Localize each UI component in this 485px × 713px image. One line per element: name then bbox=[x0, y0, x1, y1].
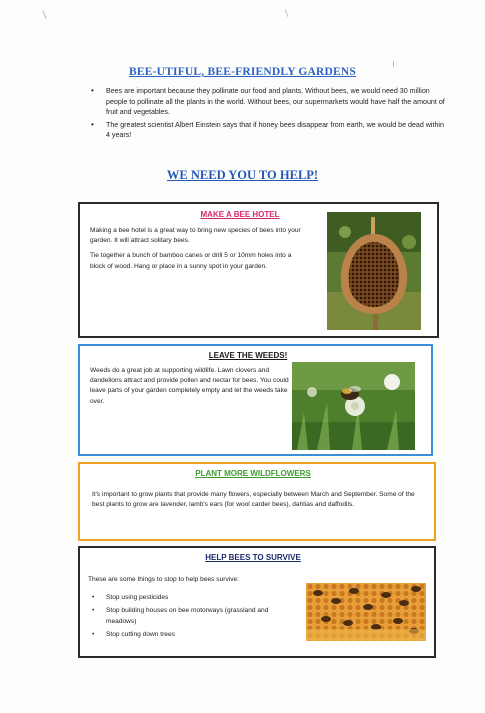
weeds-text bbox=[90, 366, 300, 412]
intro-bullet-list bbox=[88, 86, 446, 143]
page-title: BEE-UTIFUL, BEE-FRIENDLY GARDENS bbox=[129, 66, 356, 78]
bullet-text: Bees are important because they pollinate our food and plants. Without bees, we would need 30 million people to pollinate all the plants in the world. Without bees, our supermarkets would have half the amount of fruit and vegetables. bbox=[106, 87, 445, 117]
list-item: • Stop using pesticides bbox=[88, 593, 296, 603]
honeycomb-photo bbox=[306, 583, 426, 641]
weeds-title: LEAVE THE WEEDS! bbox=[208, 351, 288, 360]
wildflowers-text bbox=[92, 490, 426, 515]
bee-hotel-text bbox=[90, 226, 306, 277]
paragraph: It's important to grow plants that provide many flowers, especially between March and September. Some of the best plants to grow are lavender, lamb's ears (for wool carder bees), dahlias and daffodils. bbox=[92, 491, 415, 509]
bee-hotel-photo bbox=[327, 212, 421, 330]
scan-mark bbox=[42, 10, 46, 19]
list-item: • Stop building houses on bee motorways (grassland and meadows) bbox=[92, 607, 269, 625]
list-item: • Stop cutting down trees bbox=[88, 630, 296, 640]
survive-list bbox=[88, 593, 296, 640]
weeds-photo bbox=[292, 362, 415, 450]
wildflowers-title: PLANT MORE WILDFLOWERS bbox=[195, 469, 311, 478]
survive-title: HELP BEES TO SURVIVE bbox=[205, 553, 301, 562]
scan-mark bbox=[285, 9, 289, 17]
help-heading: WE NEED YOU TO HELP! bbox=[166, 168, 319, 182]
bullet-icon: • bbox=[92, 630, 95, 638]
list-item bbox=[88, 120, 446, 141]
paragraph: Tie together a bunch of bamboo canes or drill 5 or 10mm holes into a block of wood. Hang or place in a sunny spot in your garden. bbox=[90, 252, 292, 270]
paragraph: Weeds do a great job at supporting wildlife. Lawn clovers and dandelions attract and provide pollen and nectar for bees. You could leave parts of your garden completely empty and let the weeds take over. bbox=[90, 367, 289, 405]
bee-hotel-title: MAKE A BEE HOTEL bbox=[200, 210, 280, 219]
bullet-icon: • bbox=[92, 607, 95, 615]
weeds-box bbox=[78, 344, 433, 456]
list-item bbox=[88, 86, 446, 118]
survive-box bbox=[78, 546, 436, 658]
paragraph: Making a bee hotel is a great way to bring new species of bees into your garden. It will attract solitary bees. bbox=[90, 227, 301, 245]
bullet-icon: • bbox=[92, 594, 95, 602]
bullet-text: The greatest scientist Albert Einstein says that if honey bees disappear from earth, we would be dead within 4 years! bbox=[106, 120, 444, 140]
wildflowers-box bbox=[78, 462, 436, 541]
survive-intro: These are some things to stop to help bees survive: bbox=[88, 576, 240, 583]
survive-text bbox=[88, 575, 296, 643]
bee-hotel-box bbox=[78, 202, 439, 338]
bullet-icon: • bbox=[91, 86, 94, 95]
bullet-icon: • bbox=[91, 119, 94, 129]
